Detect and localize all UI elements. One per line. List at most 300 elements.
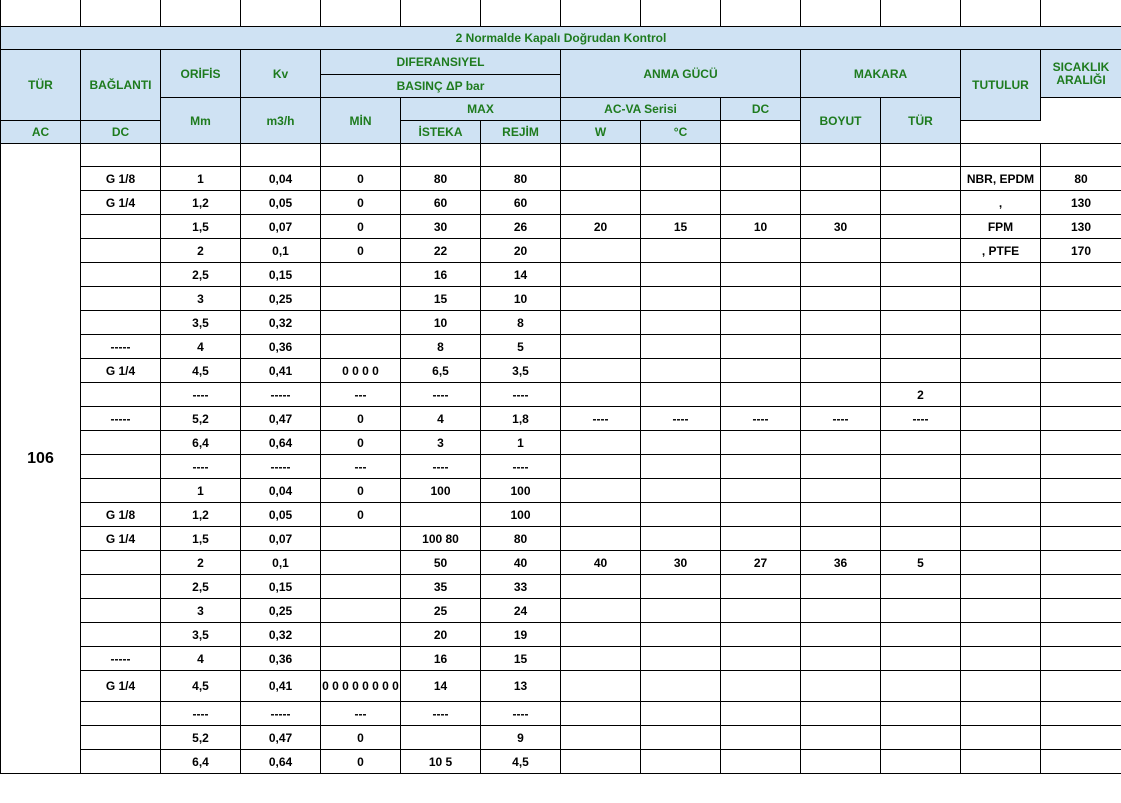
header-row-3 (1, 98, 1121, 121)
table-cell: 4 (161, 335, 241, 359)
table-cell (881, 239, 961, 263)
table-cell: 0,64 (241, 431, 321, 455)
table-cell (961, 479, 1041, 503)
header-isteka: İSTEKA (401, 121, 481, 144)
table-cell (721, 191, 801, 215)
table-cell (321, 623, 401, 647)
table-cell: 80 (481, 167, 561, 191)
table-cell (641, 671, 721, 702)
table-cell (961, 383, 1041, 407)
table-cell: 100 80 (401, 527, 481, 551)
table-cell: G 1/4 (81, 359, 161, 383)
table-cell: 5,2 (161, 407, 241, 431)
table-cell: 8 (401, 335, 481, 359)
table-cell (801, 479, 881, 503)
header-tutulur: TUTULUR (961, 50, 1041, 121)
table-cell (801, 623, 881, 647)
table-cell: 26 (481, 215, 561, 239)
table-cell (801, 750, 881, 774)
table-cell (1041, 702, 1121, 726)
table-cell (561, 623, 641, 647)
header-celsius: °C (641, 121, 721, 144)
table-cell: 4,5 (161, 359, 241, 383)
table-cell (881, 335, 961, 359)
header-kv: Kv (241, 50, 321, 98)
table-cell (721, 335, 801, 359)
table-cell (401, 503, 481, 527)
table-cell (721, 167, 801, 191)
table-cell (881, 287, 961, 311)
table-cell (561, 144, 641, 167)
table-row (1, 191, 1121, 215)
table-cell: 0,41 (241, 359, 321, 383)
table-cell: 0 (321, 239, 401, 263)
header-min: MİN (321, 98, 401, 144)
table-cell: 6,5 (401, 359, 481, 383)
table-cell (321, 263, 401, 287)
table-cell: ---- (641, 407, 721, 431)
table-cell: 10 (481, 287, 561, 311)
table-cell: 0,36 (241, 335, 321, 359)
table-cell (801, 431, 881, 455)
table-cell (961, 287, 1041, 311)
table-cell: 0,1 (241, 551, 321, 575)
table-cell (721, 455, 801, 479)
table-cell (561, 750, 641, 774)
table-cell (321, 551, 401, 575)
table-cell: ---- (801, 407, 881, 431)
table-cell (721, 479, 801, 503)
table-cell: 0,32 (241, 311, 321, 335)
table-cell: 8 (481, 311, 561, 335)
table-cell (721, 503, 801, 527)
table-cell (801, 726, 881, 750)
table-cell (1041, 383, 1121, 407)
table-cell: 0,15 (241, 575, 321, 599)
table-row (1, 263, 1121, 287)
table-cell (81, 239, 161, 263)
table-cell: 20 (561, 215, 641, 239)
table-cell (881, 671, 961, 702)
table-cell: 1 (161, 479, 241, 503)
table-cell (961, 750, 1041, 774)
table-row (1, 479, 1121, 503)
table-cell (641, 144, 721, 167)
table-cell (721, 750, 801, 774)
table-cell: 2 (161, 551, 241, 575)
table-cell (801, 311, 881, 335)
table-cell (1041, 527, 1121, 551)
table-cell (881, 726, 961, 750)
table-cell (161, 144, 241, 167)
table-cell (641, 599, 721, 623)
table-cell (401, 726, 481, 750)
table-cell: 30 (801, 215, 881, 239)
tur-value: 106 (1, 144, 81, 774)
table-cell (801, 671, 881, 702)
table-cell: 0,36 (241, 647, 321, 671)
header-w: W (561, 121, 641, 144)
table-cell: 16 (401, 263, 481, 287)
table-cell: 6,4 (161, 431, 241, 455)
table-cell (881, 191, 961, 215)
table-cell (881, 647, 961, 671)
table-cell (561, 167, 641, 191)
table-row (1, 503, 1121, 527)
table-cell: 13 (481, 671, 561, 702)
table-cell: 3,5 (481, 359, 561, 383)
table-cell: 0 (321, 215, 401, 239)
table-cell: 0 0 0 0 0 0 0 0 (321, 671, 401, 702)
table-cell (721, 263, 801, 287)
table-cell: ----- (81, 647, 161, 671)
table-cell (881, 455, 961, 479)
table-cell: ---- (881, 407, 961, 431)
table-cell: 80 (401, 167, 481, 191)
title-row (1, 27, 1121, 50)
table-cell (561, 431, 641, 455)
table-cell (881, 702, 961, 726)
table-cell (1041, 359, 1121, 383)
table-cell: ---- (481, 455, 561, 479)
table-cell (81, 575, 161, 599)
table-cell: 0,64 (241, 750, 321, 774)
table-cell (561, 239, 641, 263)
table-cell: NBR, EPDM (961, 167, 1041, 191)
table-cell (81, 623, 161, 647)
table-cell (641, 239, 721, 263)
table-cell: 0 0 0 0 (321, 359, 401, 383)
table-cell (641, 479, 721, 503)
table-cell (881, 167, 961, 191)
table-cell (961, 599, 1041, 623)
table-cell (561, 191, 641, 215)
table-row (1, 726, 1121, 750)
header-sicaklik: SICAKLIK ARALIĞI (1041, 50, 1121, 98)
header-tur: TÜR (1, 50, 81, 121)
table-cell (721, 359, 801, 383)
table-cell: 60 (401, 191, 481, 215)
table-cell: 2 (881, 383, 961, 407)
table-cell: 6,4 (161, 750, 241, 774)
table-cell (641, 503, 721, 527)
table-cell: 0,04 (241, 167, 321, 191)
header-rejim: REJİM (481, 121, 561, 144)
table-cell: 3 (161, 287, 241, 311)
table-cell: 0 (321, 167, 401, 191)
table-cell (801, 599, 881, 623)
table-row (1, 431, 1121, 455)
table-row (1, 407, 1121, 431)
table-cell (81, 263, 161, 287)
table-cell: ---- (161, 455, 241, 479)
table-cell (241, 144, 321, 167)
table-cell: G 1/4 (81, 671, 161, 702)
table-cell (961, 551, 1041, 575)
table-cell (1041, 671, 1121, 702)
table-cell: 130 (1041, 215, 1121, 239)
table-cell: 22 (401, 239, 481, 263)
table-cell (801, 263, 881, 287)
table-cell (961, 455, 1041, 479)
table-cell (561, 671, 641, 702)
table-cell: 1,8 (481, 407, 561, 431)
table-cell: 27 (721, 551, 801, 575)
table-cell: 3 (401, 431, 481, 455)
table-cell: 0,04 (241, 479, 321, 503)
table-row (1, 671, 1121, 702)
table-cell (1041, 311, 1121, 335)
table-cell: 0,1 (241, 239, 321, 263)
table-cell (801, 191, 881, 215)
header-orifis: ORİFİS (161, 50, 241, 98)
table-row (1, 239, 1121, 263)
table-cell (561, 503, 641, 527)
header-kv-unit: m3/h (241, 98, 321, 144)
table-cell (561, 263, 641, 287)
table-cell (961, 575, 1041, 599)
table-cell (641, 167, 721, 191)
table-cell (881, 144, 961, 167)
table-cell (1041, 623, 1121, 647)
table-cell: ----- (241, 702, 321, 726)
table-cell (561, 359, 641, 383)
table-cell: ----- (81, 407, 161, 431)
table-cell: 15 (401, 287, 481, 311)
table-cell: 0,25 (241, 287, 321, 311)
table-cell (1041, 575, 1121, 599)
table-cell: 0,05 (241, 503, 321, 527)
table-cell: 0,32 (241, 623, 321, 647)
header-anma-gucu: ANMA GÜCÜ (561, 50, 801, 98)
table-row (1, 287, 1121, 311)
table-cell (801, 144, 881, 167)
table-cell: G 1/8 (81, 167, 161, 191)
table-cell: 10 5 (401, 750, 481, 774)
table-cell: 14 (401, 671, 481, 702)
table-cell: 4,5 (161, 671, 241, 702)
table-cell (801, 359, 881, 383)
table-cell: 1,2 (161, 503, 241, 527)
header-acva-serisi: AC-VA Serisi (561, 98, 721, 121)
table-row (1, 702, 1121, 726)
table-cell: 0,25 (241, 599, 321, 623)
table-cell (801, 239, 881, 263)
table-cell (721, 287, 801, 311)
table-cell: G 1/8 (81, 503, 161, 527)
table-cell (561, 455, 641, 479)
table-cell (81, 383, 161, 407)
table-cell: 3 (161, 599, 241, 623)
table-cell (881, 527, 961, 551)
table-row (1, 144, 1121, 167)
table-cell (721, 144, 801, 167)
table-cell (321, 311, 401, 335)
table-cell: 170 (1041, 239, 1121, 263)
table-cell (721, 383, 801, 407)
table-title: 2 Normalde Kapalı Doğrudan Kontrol (1, 27, 1121, 50)
table-cell: 0,15 (241, 263, 321, 287)
table-cell (401, 144, 481, 167)
table-row (1, 575, 1121, 599)
table-cell (961, 726, 1041, 750)
table-cell (961, 407, 1041, 431)
table-cell (881, 599, 961, 623)
table-cell: 0,47 (241, 407, 321, 431)
header-orifis-unit: Mm (161, 98, 241, 144)
table-cell: 15 (641, 215, 721, 239)
table-cell (961, 503, 1041, 527)
table-cell (961, 311, 1041, 335)
table-cell (881, 750, 961, 774)
table-row (1, 335, 1121, 359)
table-cell (961, 647, 1041, 671)
table-cell (721, 599, 801, 623)
table-cell: 10 (721, 215, 801, 239)
table-cell: ----- (81, 335, 161, 359)
table-cell (561, 479, 641, 503)
table-cell: ---- (401, 455, 481, 479)
table-cell: 3,5 (161, 623, 241, 647)
table-cell: 10 (401, 311, 481, 335)
table-cell (721, 527, 801, 551)
table-cell (641, 575, 721, 599)
table-cell: 130 (1041, 191, 1121, 215)
table-cell (1041, 455, 1121, 479)
table-cell: 0,05 (241, 191, 321, 215)
table-row (1, 215, 1121, 239)
table-cell (721, 431, 801, 455)
table-cell: 80 (1041, 167, 1121, 191)
table-cell (801, 167, 881, 191)
table-cell (881, 479, 961, 503)
table-cell: 5,2 (161, 726, 241, 750)
table-cell: 20 (481, 239, 561, 263)
table-cell: 40 (561, 551, 641, 575)
table-cell: 0,41 (241, 671, 321, 702)
table-cell: ---- (481, 383, 561, 407)
table-cell: 24 (481, 599, 561, 623)
table-cell: 1,2 (161, 191, 241, 215)
table-cell: 0 (321, 191, 401, 215)
table-cell: 60 (481, 191, 561, 215)
table-cell (641, 359, 721, 383)
table-cell (481, 144, 561, 167)
table-cell: 20 (401, 623, 481, 647)
table-cell: 1,5 (161, 527, 241, 551)
table-cell: 0 (321, 726, 401, 750)
table-row (1, 750, 1121, 774)
table-row (1, 623, 1121, 647)
table-cell (321, 599, 401, 623)
table-cell: G 1/4 (81, 191, 161, 215)
header-boyut: BOYUT (801, 98, 881, 144)
table-cell (801, 702, 881, 726)
table-cell (641, 527, 721, 551)
table-row (1, 359, 1121, 383)
table-cell (561, 726, 641, 750)
header-row-1 (1, 50, 1121, 75)
table-cell (961, 335, 1041, 359)
table-row (1, 527, 1121, 551)
table-cell (881, 311, 961, 335)
table-cell (81, 431, 161, 455)
table-cell (321, 335, 401, 359)
table-cell: 9 (481, 726, 561, 750)
table-cell (1041, 551, 1121, 575)
table-cell: --- (321, 383, 401, 407)
table-cell (721, 726, 801, 750)
table-cell: ---- (401, 702, 481, 726)
table-cell: 5 (481, 335, 561, 359)
header-makara-tur: TÜR (881, 98, 961, 144)
table-cell: 0 (321, 431, 401, 455)
table-cell (81, 287, 161, 311)
table-cell: 36 (801, 551, 881, 575)
table-cell: FPM (961, 215, 1041, 239)
table-cell (561, 575, 641, 599)
table-cell: 50 (401, 551, 481, 575)
table-cell: 33 (481, 575, 561, 599)
header-max: MAX (401, 98, 561, 121)
header-baglanti: BAĞLANTI (81, 50, 161, 121)
table-cell (1041, 407, 1121, 431)
table-cell (81, 311, 161, 335)
table-cell (1041, 599, 1121, 623)
table-cell (1041, 335, 1121, 359)
table-cell (641, 311, 721, 335)
table-cell: , (961, 191, 1041, 215)
table-cell: 2,5 (161, 263, 241, 287)
table-cell (81, 726, 161, 750)
table-cell: 25 (401, 599, 481, 623)
table-cell (561, 311, 641, 335)
table-cell (961, 623, 1041, 647)
table-cell (81, 479, 161, 503)
table-cell (881, 263, 961, 287)
table-cell (881, 623, 961, 647)
table-cell: ----- (241, 383, 321, 407)
table-cell (1041, 647, 1121, 671)
table-cell (961, 702, 1041, 726)
table-cell: 0,07 (241, 527, 321, 551)
table-cell (641, 750, 721, 774)
table-cell: 0 (321, 407, 401, 431)
table-cell: 16 (401, 647, 481, 671)
table-cell (81, 215, 161, 239)
table-cell: 40 (481, 551, 561, 575)
table-cell (81, 455, 161, 479)
table-cell (721, 623, 801, 647)
table-cell: 1 (161, 167, 241, 191)
table-cell: G 1/4 (81, 527, 161, 551)
table-cell: 1,5 (161, 215, 241, 239)
table-cell: ---- (401, 383, 481, 407)
table-cell: 0,47 (241, 726, 321, 750)
table-cell (721, 239, 801, 263)
table-cell: ----- (241, 455, 321, 479)
table-cell (561, 383, 641, 407)
table-cell: ---- (161, 702, 241, 726)
table-cell (561, 647, 641, 671)
table-cell: 80 (481, 527, 561, 551)
table-cell: , PTFE (961, 239, 1041, 263)
table-cell (641, 702, 721, 726)
table-cell (801, 287, 881, 311)
table-cell: 14 (481, 263, 561, 287)
table-cell: 0 (321, 479, 401, 503)
table-cell (81, 551, 161, 575)
